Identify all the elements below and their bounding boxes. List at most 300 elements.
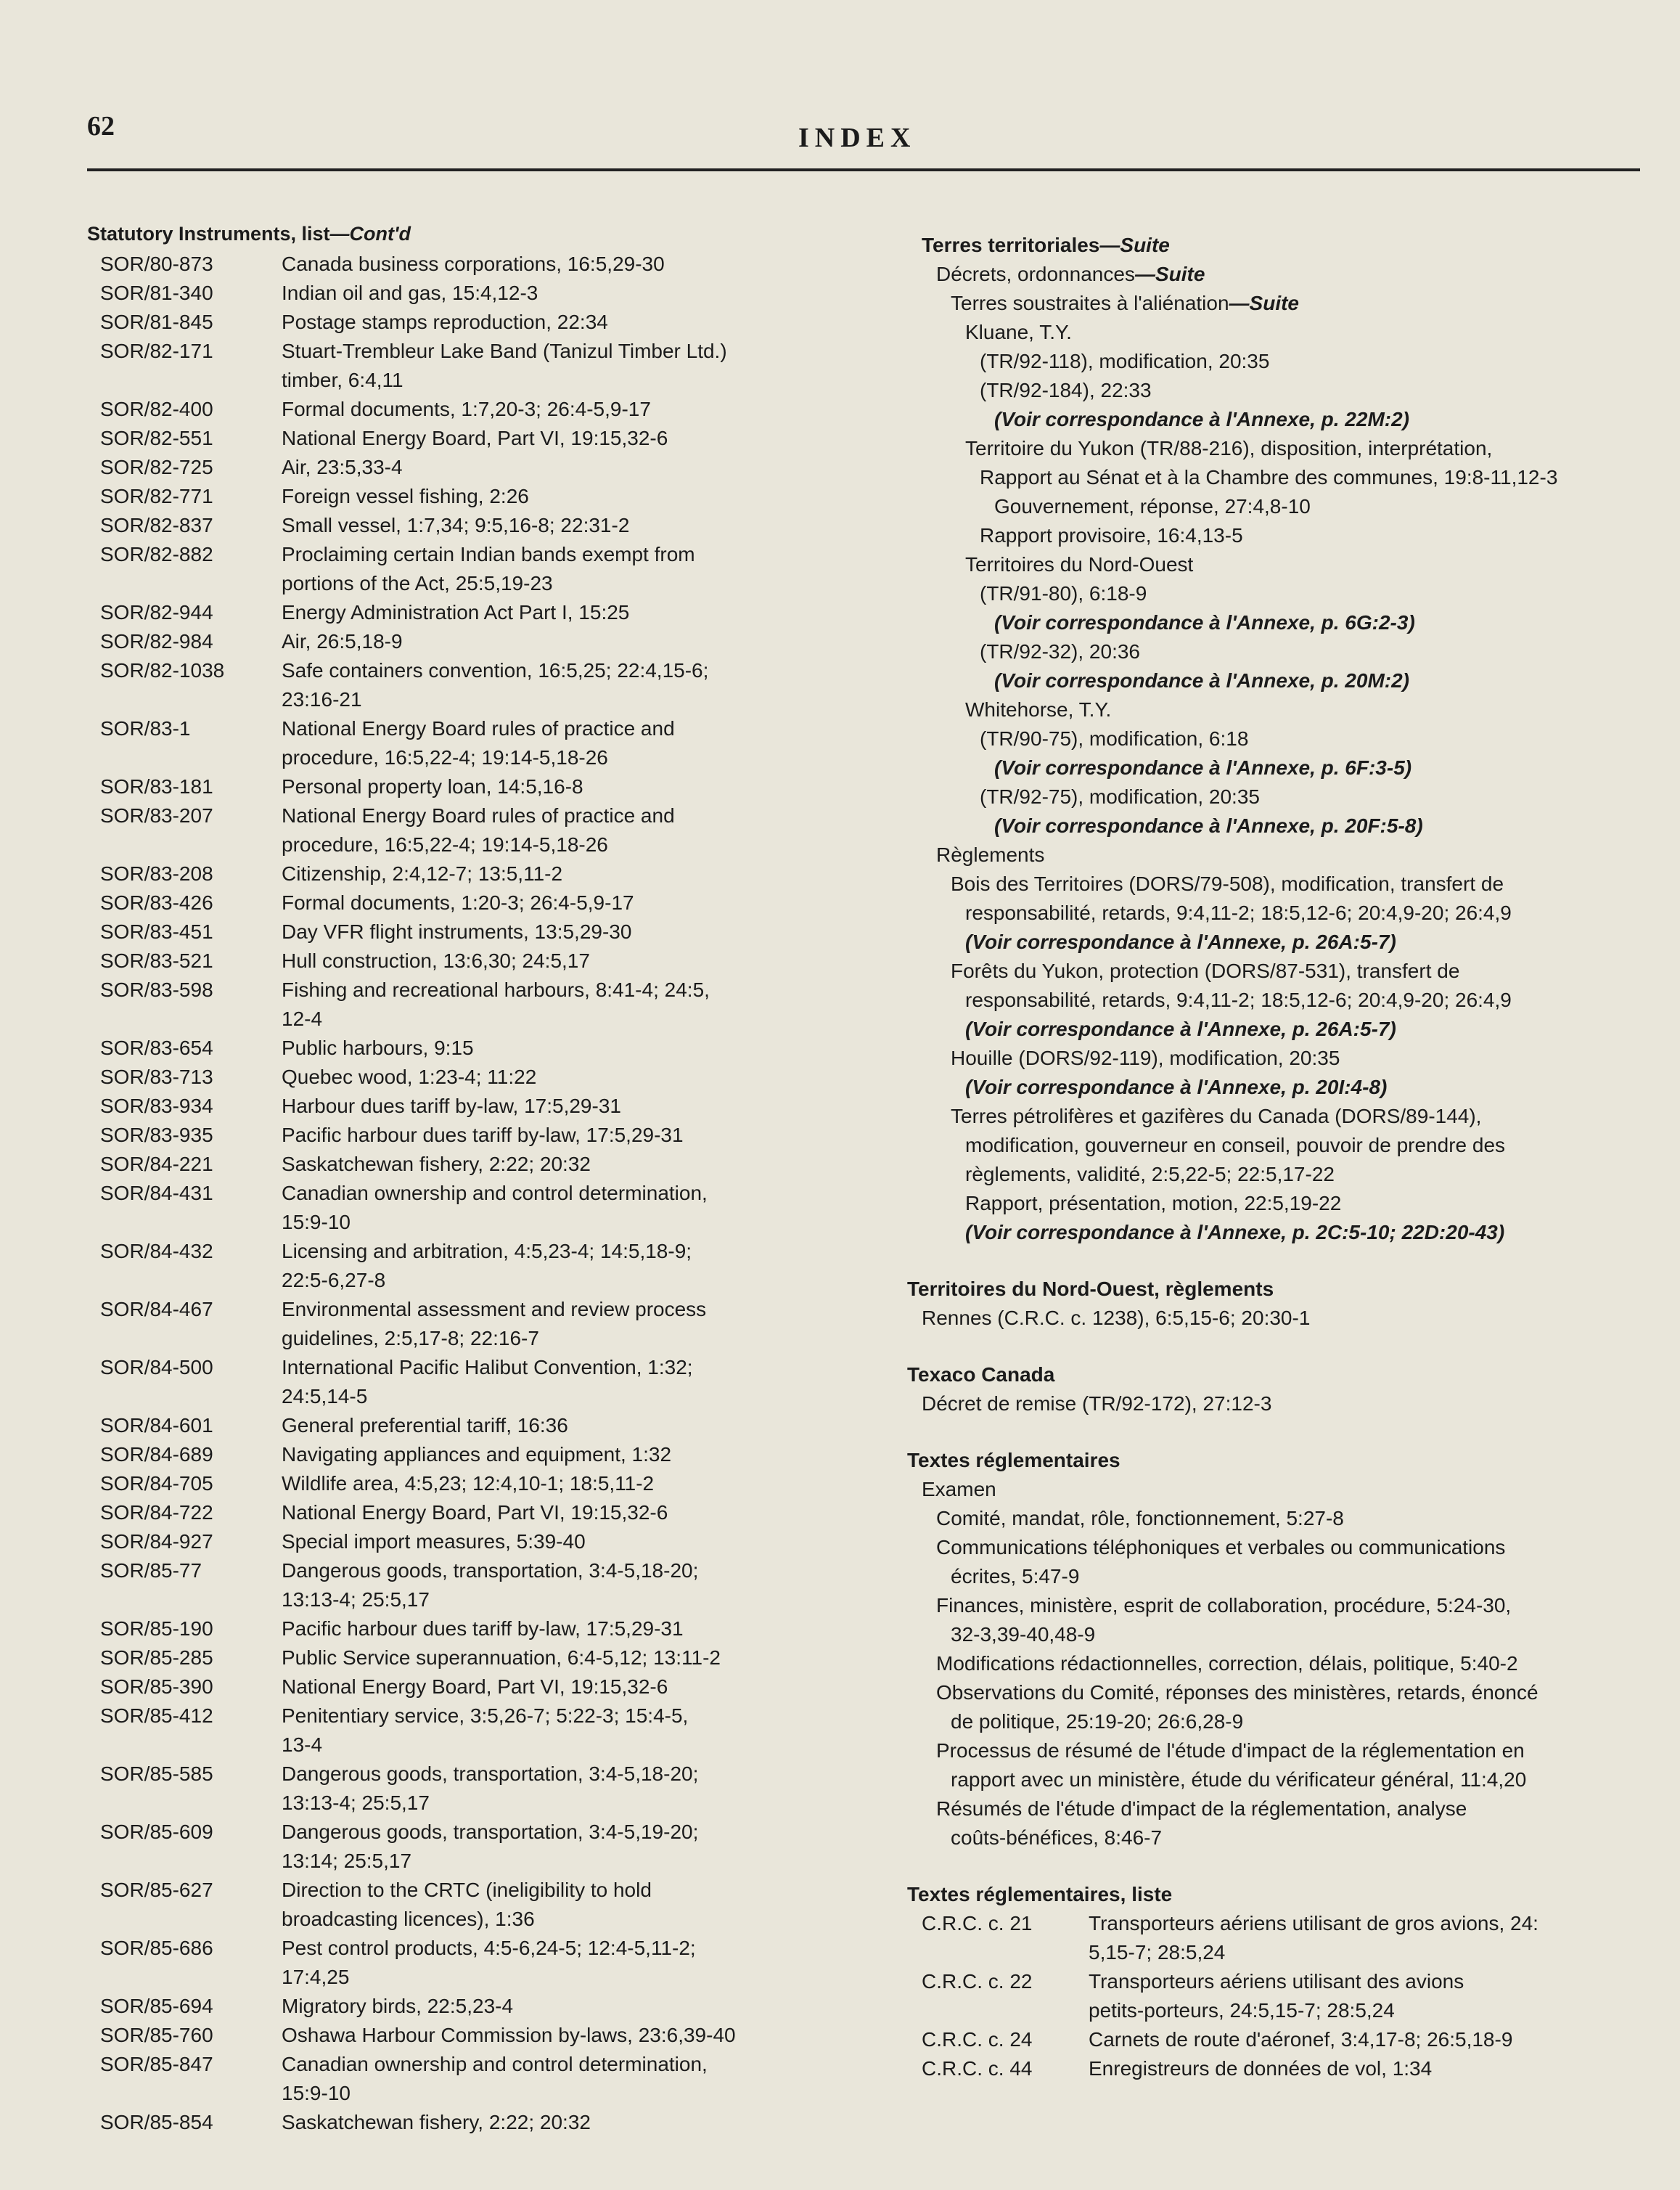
suite-suffix: —Suite xyxy=(1229,292,1300,314)
entry-line: National Energy Board, Part VI, 19:15,32-6 xyxy=(282,427,668,449)
entry-line: Hull construction, 13:6,30; 24:5,17 xyxy=(282,949,590,972)
entry-line: Formal documents, 1:7,20-3; 26:4-5,9-17 xyxy=(282,398,651,420)
entry-code: SOR/82-882 xyxy=(100,543,213,565)
index-line xyxy=(907,1794,1662,1823)
index-entry xyxy=(87,1992,842,2021)
line-text: Communications téléphoniques et verbales ou communications xyxy=(936,1536,1506,1558)
entry-description xyxy=(282,1063,842,1092)
section-gap xyxy=(907,1418,1662,1446)
index-line xyxy=(907,1189,1662,1218)
index-entry xyxy=(87,453,842,482)
entry-description xyxy=(282,482,842,511)
index-entry xyxy=(87,1121,842,1150)
entry-description xyxy=(282,1179,842,1237)
line-text: Kluane, T.Y. xyxy=(965,321,1072,343)
index-line xyxy=(907,347,1662,376)
entry-line: Proclaiming certain Indian bands exempt from xyxy=(282,543,695,565)
line-text: (TR/90-75), modification, 6:18 xyxy=(980,727,1249,750)
line-text: (Voir correspondance à l'Annexe, p. 26A:5-7) xyxy=(965,931,1396,953)
line-text: Textes réglementaires, liste xyxy=(907,1883,1173,1905)
line-text: Examen xyxy=(922,1478,996,1500)
entry-description xyxy=(282,1992,842,2021)
section-gap xyxy=(907,1852,1662,1880)
index-entry xyxy=(87,1934,842,1992)
index-line xyxy=(907,783,1662,812)
entry-line: Foreign vessel fishing, 2:26 xyxy=(282,485,529,507)
entry-line: Dangerous goods, transportation, 3:4-5,19-20; xyxy=(282,1821,699,1843)
index-entry xyxy=(87,918,842,947)
index-line xyxy=(907,1102,1662,1131)
index-line xyxy=(907,579,1662,608)
index-line xyxy=(907,376,1662,405)
page-title: INDEX xyxy=(798,123,917,153)
entry-line: 24:5,14-5 xyxy=(282,1385,368,1407)
entry-line: 13:13-4; 25:5,17 xyxy=(282,1588,430,1611)
line-text: responsabilité, retards, 9:4,11-2; 18:5,12-6; 20:4,9-20; 26:4,9 xyxy=(965,902,1512,924)
index-entry xyxy=(87,1760,842,1818)
index-line xyxy=(907,1044,1662,1073)
entry-line: Dangerous goods, transportation, 3:4-5,18-20; xyxy=(282,1762,699,1785)
entry-line: 12-4 xyxy=(282,1008,323,1030)
entry-description xyxy=(282,511,842,540)
line-text: (TR/92-184), 22:33 xyxy=(980,379,1152,401)
entry-line: Citizenship, 2:4,12-7; 13:5,11-2 xyxy=(282,862,563,885)
entry-code: SOR/83-654 xyxy=(100,1037,213,1059)
entry-line: 13-4 xyxy=(282,1733,323,1756)
line-text: Terres soustraites à l'aliénation xyxy=(951,292,1229,314)
line-text: Décrets, ordonnances xyxy=(936,263,1135,285)
left-column xyxy=(87,219,842,2137)
entry-line: Pacific harbour dues tariff by-law, 17:5,29-31 xyxy=(282,1617,684,1640)
index-entry xyxy=(87,482,842,511)
entry-description xyxy=(282,1295,842,1353)
index-line xyxy=(907,1678,1662,1707)
line-text: règlements, validité, 2:5,22-5; 22:5,17-22 xyxy=(965,1163,1335,1185)
index-entry xyxy=(87,801,842,859)
entry-description xyxy=(282,279,842,308)
index-line xyxy=(907,521,1662,550)
index-entry xyxy=(87,1063,842,1092)
entry-code: SOR/83-451 xyxy=(100,920,213,943)
entry-code: SOR/82-400 xyxy=(100,398,213,420)
entry-line: Oshawa Harbour Commission by-laws, 23:6,39-40 xyxy=(282,2024,736,2046)
entry-description xyxy=(282,1556,842,1614)
line-text: (TR/92-118), modification, 20:35 xyxy=(980,350,1270,372)
index-entry xyxy=(87,250,842,279)
index-line xyxy=(907,986,1662,1015)
index-entry xyxy=(87,1353,842,1411)
index-entry xyxy=(87,1295,842,1353)
index-entry xyxy=(87,308,842,337)
entry-code: SOR/85-686 xyxy=(100,1937,213,1959)
right-instruments xyxy=(907,1909,1662,2083)
index-line xyxy=(907,1218,1662,1247)
entry-description xyxy=(282,888,842,918)
entry-description xyxy=(282,859,842,888)
entry-description xyxy=(282,1353,842,1411)
instrument-code: C.R.C. c. 22 xyxy=(922,1970,1033,1993)
line-text: Modifications rédactionnelles, correction, délais, politique, 5:40-2 xyxy=(936,1652,1518,1675)
entry-code: SOR/85-694 xyxy=(100,1995,213,2017)
entry-line: 15:9-10 xyxy=(282,1211,351,1233)
index-line xyxy=(907,957,1662,986)
entry-line: procedure, 16:5,22-4; 19:14-5,18-26 xyxy=(282,833,608,856)
instrument-line: Carnets de route d'aéronef, 3:4,17-8; 26:5,18-9 xyxy=(1089,2028,1513,2051)
entry-code: SOR/81-340 xyxy=(100,282,213,304)
entry-line: Formal documents, 1:20-3; 26:4-5,9-17 xyxy=(282,891,634,914)
entry-line: Dangerous goods, transportation, 3:4-5,18-20; xyxy=(282,1559,699,1582)
page-number: 62 xyxy=(87,111,115,142)
left-heading-suffix: —Cont'd xyxy=(329,223,411,245)
instrument-line: petits-porteurs, 24:5,15-7; 28:5,24 xyxy=(1089,1999,1395,2022)
index-line xyxy=(907,492,1662,521)
index-entry xyxy=(87,1643,842,1672)
entry-code: SOR/85-627 xyxy=(100,1879,213,1901)
line-text: (Voir correspondance à l'Annexe, p. 20I:4-8) xyxy=(965,1076,1388,1098)
index-entry xyxy=(87,1818,842,1876)
line-text: Observations du Comité, réponses des ministères, retards, énoncé xyxy=(936,1681,1538,1704)
index-entry xyxy=(87,395,842,424)
index-line xyxy=(907,1073,1662,1102)
entry-description xyxy=(282,801,842,859)
entry-code: SOR/85-760 xyxy=(100,2024,213,2046)
entry-description xyxy=(282,250,842,279)
index-line xyxy=(907,841,1662,870)
entry-code: SOR/85-190 xyxy=(100,1617,213,1640)
index-entry xyxy=(87,1498,842,1527)
index-entry xyxy=(87,2108,842,2137)
index-line xyxy=(907,1304,1662,1333)
section-heading xyxy=(907,1360,1662,1389)
entry-description xyxy=(282,453,842,482)
index-entry xyxy=(87,1614,842,1643)
section-heading xyxy=(907,231,1662,260)
index-entry xyxy=(87,1672,842,1701)
line-text: Décret de remise (TR/92-172), 27:12-3 xyxy=(922,1392,1272,1415)
entry-description xyxy=(282,714,842,772)
index-entry xyxy=(87,1701,842,1760)
entry-line: Migratory birds, 22:5,23-4 xyxy=(282,1995,514,2017)
line-text: Rapport au Sénat et à la Chambre des communes, 19:8-11,12-3 xyxy=(980,466,1558,489)
line-text: (Voir correspondance à l'Annexe, p. 6F:3-5) xyxy=(994,756,1412,779)
entry-line: Fishing and recreational harbours, 8:41-4; 24:5, xyxy=(282,978,710,1001)
line-text: Territoires du Nord-Ouest, règlements xyxy=(907,1278,1274,1300)
entry-line: Quebec wood, 1:23-4; 11:22 xyxy=(282,1066,537,1088)
entry-line: Air, 26:5,18-9 xyxy=(282,630,403,653)
entry-description xyxy=(282,1237,842,1295)
entry-line: Indian oil and gas, 15:4,12-3 xyxy=(282,282,538,304)
index-line xyxy=(907,1160,1662,1189)
line-text: (TR/91-80), 6:18-9 xyxy=(980,582,1147,605)
index-line xyxy=(907,812,1662,841)
entry-description xyxy=(282,1701,842,1760)
index-line xyxy=(907,1823,1662,1852)
index-entry xyxy=(87,1179,842,1237)
entry-description xyxy=(282,947,842,976)
index-entry xyxy=(87,2021,842,2050)
entry-line: Personal property loan, 14:5,16-8 xyxy=(282,775,583,798)
entry-line: Small vessel, 1:7,34; 9:5,16-8; 22:31-2 xyxy=(282,514,630,536)
entry-code: SOR/83-181 xyxy=(100,775,213,798)
entry-description xyxy=(282,337,842,395)
line-text: Gouvernement, réponse, 27:4,8-10 xyxy=(994,495,1311,518)
entry-line: Air, 23:5,33-4 xyxy=(282,456,403,478)
entry-description xyxy=(282,1121,842,1150)
instrument-line: Enregistreurs de données de vol, 1:34 xyxy=(1089,2057,1433,2080)
entry-code: SOR/84-722 xyxy=(100,1501,213,1524)
line-text: 32-3,39-40,48-9 xyxy=(951,1623,1096,1646)
section-heading xyxy=(907,1880,1662,1909)
entry-code: SOR/82-771 xyxy=(100,485,213,507)
line-text: Processus de résumé de l'étude d'impact de la réglementation en xyxy=(936,1739,1525,1762)
entry-line: Saskatchewan fishery, 2:22; 20:32 xyxy=(282,1153,591,1175)
index-entry xyxy=(87,1411,842,1440)
line-text: Résumés de l'étude d'impact de la réglementation, analyse xyxy=(936,1797,1467,1820)
index-line xyxy=(907,608,1662,637)
entry-line: 13:14; 25:5,17 xyxy=(282,1850,412,1872)
index-line xyxy=(907,1736,1662,1765)
suite-suffix: —Suite xyxy=(1134,263,1205,285)
entry-description xyxy=(282,598,842,627)
line-text: rapport avec un ministère, étude du vérificateur général, 11:4,20 xyxy=(951,1768,1527,1791)
entry-line: 17:4,25 xyxy=(282,1966,350,1988)
entry-line: guidelines, 2:5,17-8; 22:16-7 xyxy=(282,1327,539,1349)
index-entry xyxy=(87,1237,842,1295)
entry-description xyxy=(282,1440,842,1469)
index-line xyxy=(907,695,1662,724)
entry-line: International Pacific Halibut Convention, 1:32; xyxy=(282,1356,693,1378)
index-line xyxy=(907,1649,1662,1678)
entry-code: SOR/83-935 xyxy=(100,1124,213,1146)
index-line xyxy=(907,1591,1662,1620)
instrument-entry xyxy=(907,2025,1662,2054)
entry-code: SOR/83-207 xyxy=(100,804,213,827)
right-column xyxy=(907,231,1662,2083)
entry-code: SOR/84-467 xyxy=(100,1298,213,1320)
index-entry xyxy=(87,1150,842,1179)
index-line xyxy=(907,1131,1662,1160)
entry-description xyxy=(282,976,842,1034)
index-entry xyxy=(87,1469,842,1498)
line-text: Forêts du Yukon, protection (DORS/87-531), transfert de xyxy=(951,960,1460,982)
instrument-description xyxy=(1089,1909,1662,1967)
entry-description xyxy=(282,1527,842,1556)
entry-code: SOR/84-431 xyxy=(100,1182,213,1204)
index-line xyxy=(907,899,1662,928)
line-text: (Voir correspondance à l'Annexe, p. 20F:5-8) xyxy=(994,814,1423,837)
entry-line: National Energy Board rules of practice and xyxy=(282,717,675,740)
suite-suffix: —Suite xyxy=(1099,234,1170,256)
line-text: Territoires du Nord-Ouest xyxy=(965,553,1194,576)
line-text: (TR/92-75), modification, 20:35 xyxy=(980,785,1260,808)
instrument-entry xyxy=(907,1909,1662,1967)
entry-code: SOR/85-390 xyxy=(100,1675,213,1698)
line-text: (Voir correspondance à l'Annexe, p. 22M:2) xyxy=(994,408,1409,430)
entry-code: SOR/82-837 xyxy=(100,514,213,536)
entry-code: SOR/83-598 xyxy=(100,978,213,1001)
entry-code: SOR/85-847 xyxy=(100,2053,213,2075)
entry-description xyxy=(282,1643,842,1672)
line-text: (Voir correspondance à l'Annexe, p. 20M:2) xyxy=(994,669,1409,692)
entry-description xyxy=(282,1760,842,1818)
entry-description xyxy=(282,1411,842,1440)
entry-line: Canadian ownership and control determination, xyxy=(282,1182,708,1204)
entry-line: Licensing and arbitration, 4:5,23-4; 14:5,18-9; xyxy=(282,1240,692,1262)
entry-line: Pest control products, 4:5-6,24-5; 12:4-5,11-2; xyxy=(282,1937,696,1959)
section-heading xyxy=(907,1446,1662,1475)
index-entry xyxy=(87,1440,842,1469)
entry-description xyxy=(282,540,842,598)
entry-line: 23:16-21 xyxy=(282,688,362,711)
line-text: Finances, ministère, esprit de collaboration, procédure, 5:24-30, xyxy=(936,1594,1512,1617)
entry-code: SOR/84-927 xyxy=(100,1530,213,1553)
entry-code: SOR/83-521 xyxy=(100,949,213,972)
instrument-code: C.R.C. c. 21 xyxy=(922,1912,1033,1934)
entry-code: SOR/85-585 xyxy=(100,1762,213,1785)
entry-description xyxy=(282,1934,842,1992)
entry-code: SOR/82-725 xyxy=(100,456,213,478)
entry-description xyxy=(282,1092,842,1121)
line-text: Whitehorse, T.Y. xyxy=(965,698,1112,721)
index-entry xyxy=(87,627,842,656)
instrument-code: C.R.C. c. 44 xyxy=(922,2057,1033,2080)
line-text: Rapport, présentation, motion, 22:5,19-22 xyxy=(965,1192,1342,1214)
entry-code: SOR/80-873 xyxy=(100,253,213,275)
entry-line: Stuart-Trembleur Lake Band (Tanizul Timber Ltd.) xyxy=(282,340,727,362)
line-text: (Voir correspondance à l'Annexe, p. 2C:5-10; 22D:20-43) xyxy=(965,1221,1505,1243)
entry-line: Day VFR flight instruments, 13:5,29-30 xyxy=(282,920,632,943)
index-line xyxy=(907,1475,1662,1504)
entry-line: National Energy Board, Part VI, 19:15,32-6 xyxy=(282,1675,668,1698)
line-text: Règlements xyxy=(936,843,1045,866)
entry-code: SOR/85-609 xyxy=(100,1821,213,1843)
entry-description xyxy=(282,1150,842,1179)
entry-line: Canadian ownership and control determination, xyxy=(282,2053,708,2075)
entry-code: SOR/82-551 xyxy=(100,427,213,449)
index-line xyxy=(907,1765,1662,1794)
line-text: Textes réglementaires xyxy=(907,1449,1120,1471)
entry-line: Public harbours, 9:15 xyxy=(282,1037,474,1059)
entry-description xyxy=(282,918,842,947)
right-lines xyxy=(907,231,1662,1909)
index-line xyxy=(907,405,1662,434)
index-line xyxy=(907,260,1662,289)
index-entry xyxy=(87,1034,842,1063)
entry-description xyxy=(282,2050,842,2108)
entry-line: Harbour dues tariff by-law, 17:5,29-31 xyxy=(282,1095,621,1117)
index-line xyxy=(907,666,1662,695)
entry-description xyxy=(282,1876,842,1934)
index-entry xyxy=(87,656,842,714)
entry-description xyxy=(282,2108,842,2137)
entry-description xyxy=(282,308,842,337)
index-entry xyxy=(87,1527,842,1556)
entry-line: National Energy Board rules of practice and xyxy=(282,804,675,827)
entry-line: Direction to the CRTC (ineligibility to hold xyxy=(282,1879,652,1901)
entry-description xyxy=(282,1672,842,1701)
index-entry xyxy=(87,279,842,308)
index-entry xyxy=(87,888,842,918)
index-entry xyxy=(87,1092,842,1121)
line-text: Texaco Canada xyxy=(907,1363,1055,1386)
entry-description xyxy=(282,1034,842,1063)
entry-line: Saskatchewan fishery, 2:22; 20:32 xyxy=(282,2111,591,2133)
index-entry xyxy=(87,859,842,888)
instrument-description xyxy=(1089,2025,1662,2054)
index-line xyxy=(907,1707,1662,1736)
entry-code: SOR/82-984 xyxy=(100,630,213,653)
entry-code: SOR/82-944 xyxy=(100,601,213,624)
index-entry xyxy=(87,598,842,627)
line-text: Bois des Territoires (DORS/79-508), modification, transfert de xyxy=(951,873,1504,895)
index-line xyxy=(907,1620,1662,1649)
entry-line: Public Service superannuation, 6:4-5,12; 13:11-2 xyxy=(282,1646,721,1669)
section-gap xyxy=(907,1333,1662,1360)
entry-code: SOR/85-854 xyxy=(100,2111,213,2133)
index-line xyxy=(907,753,1662,783)
instrument-description xyxy=(1089,1967,1662,2025)
instrument-line: Transporteurs aériens utilisant de gros avions, 24: xyxy=(1089,1912,1538,1934)
index-line xyxy=(907,1389,1662,1418)
entry-line: Safe containers convention, 16:5,25; 22:4,15-6; xyxy=(282,659,709,682)
line-text: Terres pétrolifères et gazifères du Canada (DORS/89-144), xyxy=(951,1105,1482,1127)
index-entry xyxy=(87,947,842,976)
entry-code: SOR/85-412 xyxy=(100,1704,213,1727)
line-text: (Voir correspondance à l'Annexe, p. 26A:5-7) xyxy=(965,1018,1396,1040)
index-line xyxy=(907,1504,1662,1533)
index-line xyxy=(907,289,1662,318)
entry-description xyxy=(282,1818,842,1876)
index-line xyxy=(907,463,1662,492)
entry-line: Canada business corporations, 16:5,29-30 xyxy=(282,253,665,275)
entry-description xyxy=(282,395,842,424)
left-entries xyxy=(87,250,842,2137)
entry-line: 15:9-10 xyxy=(282,2082,351,2104)
entry-line: 13:13-4; 25:5,17 xyxy=(282,1791,430,1814)
index-line xyxy=(907,1562,1662,1591)
line-text: (TR/92-32), 20:36 xyxy=(980,640,1140,663)
index-entry xyxy=(87,1876,842,1934)
entry-description xyxy=(282,656,842,714)
entry-line: procedure, 16:5,22-4; 19:14-5,18-26 xyxy=(282,746,608,769)
instrument-line: 5,15-7; 28:5,24 xyxy=(1089,1941,1226,1964)
index-line xyxy=(907,637,1662,666)
entry-code: SOR/83-426 xyxy=(100,891,213,914)
line-text: Territoire du Yukon (TR/88-216), disposition, interprétation, xyxy=(965,437,1493,459)
entry-line: Penitentiary service, 3:5,26-7; 5:22-3; 15:4-5, xyxy=(282,1704,689,1727)
entry-line: Special import measures, 5:39-40 xyxy=(282,1530,586,1553)
entry-code: SOR/84-705 xyxy=(100,1472,213,1495)
entry-line: Postage stamps reproduction, 22:34 xyxy=(282,311,608,333)
line-text: Comité, mandat, rôle, fonctionnement, 5:27-8 xyxy=(936,1507,1344,1529)
instrument-entry xyxy=(907,2054,1662,2083)
index-entry xyxy=(87,2050,842,2108)
entry-description xyxy=(282,772,842,801)
index-line xyxy=(907,550,1662,579)
index-entry xyxy=(87,540,842,598)
index-entry xyxy=(87,714,842,772)
index-line xyxy=(907,724,1662,753)
entry-line: Navigating appliances and equipment, 1:32 xyxy=(282,1443,672,1466)
instrument-description xyxy=(1089,2054,1662,2083)
index-entry xyxy=(87,337,842,395)
entry-code: SOR/84-601 xyxy=(100,1414,213,1437)
line-text: Terres territoriales xyxy=(922,234,1100,256)
line-text: Rennes (C.R.C. c. 1238), 6:5,15-6; 20:30-1 xyxy=(922,1307,1311,1329)
index-line xyxy=(907,318,1662,347)
left-heading-text: Statutory Instruments, list xyxy=(87,223,330,245)
index-entry xyxy=(87,976,842,1034)
